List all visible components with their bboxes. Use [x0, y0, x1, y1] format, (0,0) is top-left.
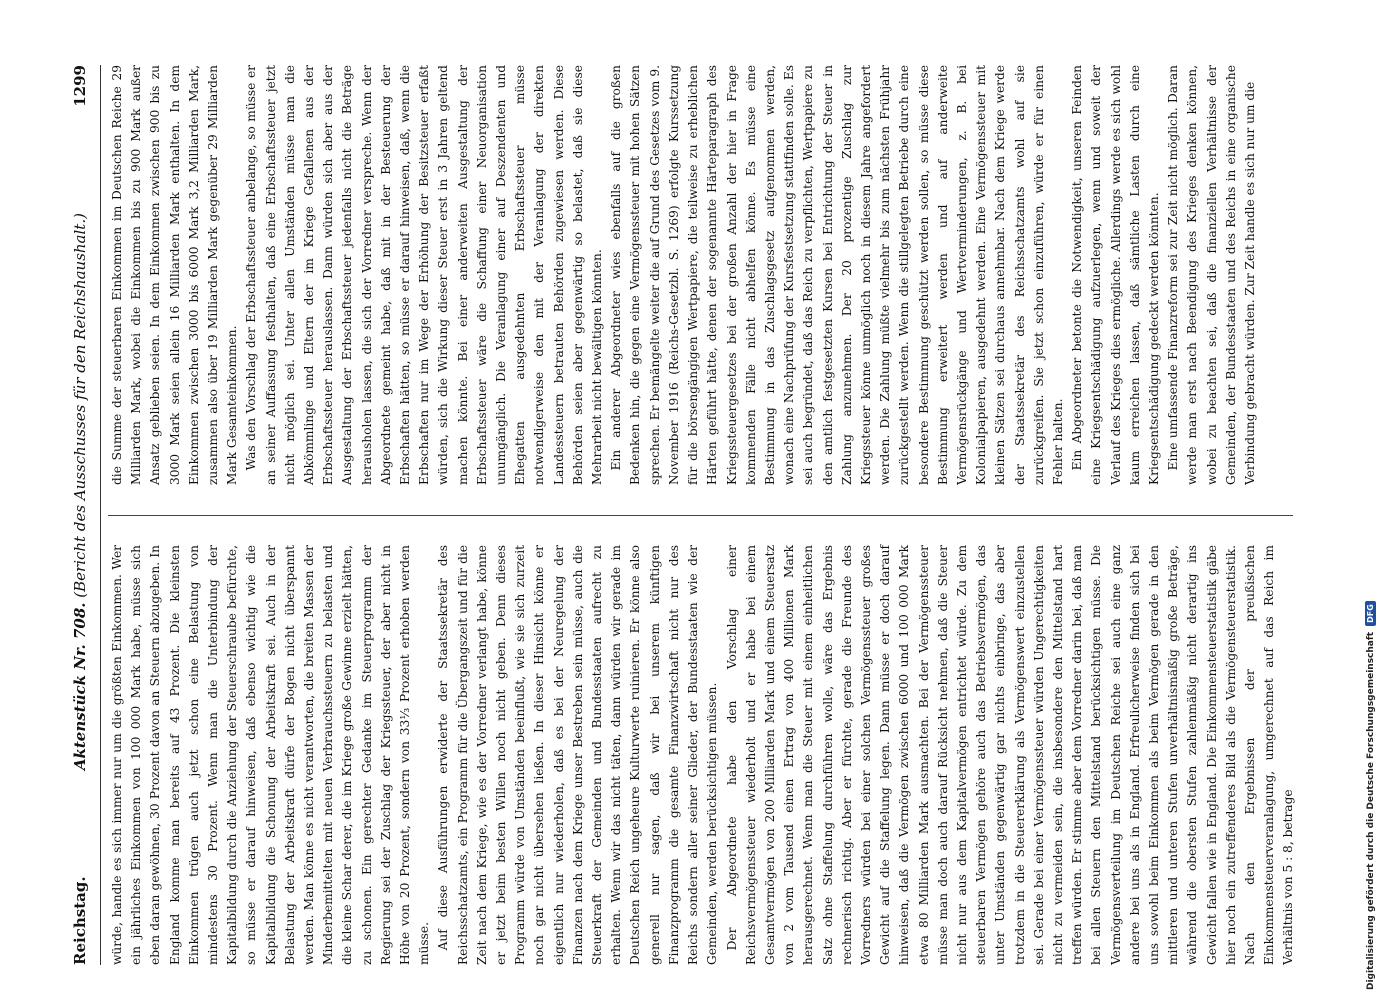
credit-text: Digitalisierung gefördert durch die Deutsche Forschungsgemeinschaft: [1365, 631, 1376, 990]
dfg-logo: DFG: [1365, 601, 1376, 626]
left-column: [108, 545, 1296, 965]
header-document-number: Aktenstück Nr. 708.: [71, 602, 89, 771]
digitization-credit: [1365, 0, 1376, 990]
header-left: Reichstag.: [71, 876, 89, 965]
paragraph: Ein anderer Abgeordneter wies ebenfalls auf die großen Bedenken hin, die gegen eine Vermögenssteuer mit hohen Sätzen sprechen. Er bemängelte weiter die auf Grund des Gesetzes vom 9. November 1916 (Reichs-Gesetzbl. S. 1269) erfolgte Kurssetzung für die börsengängigen Wertpapiere, die teilweise zu erheblichen Härten geführt hätte, denen der sogenannte Härteparagraph des Kriegssteuergesetzes bei der großen Anzahl der hier in Frage kommenden Fälle nicht abhelfen könne. Es müsse eine Bestimmung in das Zuschlagsgesetz aufgenommen werden, wonach eine Nachprüfung der Kursfestsetzung stattfinden solle. Es sei auch begründet, daß das Reich zu verpflichten, Wertpapiere zu den amtlich festgesetzten Kursen bei Entrichtung der Steuer in Zahlung anzunehmen. Der 20 prozentige Zuschlag zur Kriegssteuer könne unmöglich noch in diesem Jahre angefordert werden. Die Zahlung müßte vielmehr bis zum nächsten Frühjahr zurückgestellt werden. Wenn die stillgelegten Betriebe durch eine besondere Bestimmung geschützt werden sollen, so müsse diese Bestimmung erweitert werden und auf anderweite Vermögensrückgänge und Wertverminderungen, z. B. bei Kolonialpapieren, ausgedehnt werden. Eine Vermögenssteuer mit kleinen Sätzen sei durchaus annehmbar. Nach dem Kriege werde der Staatssekretär des Reichsschatzamts wohl auf sie zurückgreifen. Sie jetzt schon einzuführen, würde er für einen Fehler halten.: [609, 65, 1065, 485]
paragraph: Was den Vorschlag der Erbschaftssteuer anbelange, so müsse er an seiner Auffassung festhalten, daß eine Erbschaftssteuer jetzt nicht möglich sei. Unter allen Umständen müsse man die Abkömmlinge und Eltern der im Kriege Gefallenen aus der Erbschaftssteuer herauslassen. Dann würden sich aber aus der Ausgestaltung der Erbschaftssteuer jedenfalls nicht die Beträge herausholen lassen, die sich der Vorredner verspreche. Wenn der Abgeordnete gemeint habe, daß mit in der Besteuerung der Erbschaften hätten, so müsse er darauf hinweisen, daß, wenn die Erbschaften nur im Wege der Erhöhung der Besitzsteuer erfaßt würden, sich die Wirkung dieser Steuer erst in 3 Jahren geltend machen könnte. Bei einer anderweiten Ausgestaltung der Erbschaftssteuer wäre die Schaffung einer Neuorganisation unumgänglich. Die Veranlagung einer auf Deszendenten und Ehegatten ausgedehnten Erbschaftssteuer müsse notwendigerweise den mit der Veranlagung der direkten Landessteuern betrauten Behörden zugewiesen werden. Diese Behörden seien aber gegenwärtig so belastet, daß sie diese Mehrarbeit nicht bewältigen könnten.: [244, 65, 605, 485]
header-title: (Bericht des Ausschusses für den Reichshaushalt.): [71, 213, 89, 598]
paragraph: würde, handle es sich immer nur um die größten Einkommen. Wer ein jährliches Einkommen von 100 000 Mark habe, müsse sich eben daran gewöhnen, 30 Prozent davon an Steuern abzugeben. In England komme man bereits auf 43 Prozent. Die kleinsten Einkommen trügen auch jetzt schon eine Belastung von mindestens 30 Prozent. Wenn man die Unterbindung der Kapitalbildung durch die Anziehung der Steuerschraube befürchte, so müsse er darauf hinweisen, daß ebenso wichtig wie die Kapitalbildung die Schonung der Arbeitskraft sei. Auch in der Belastung der Arbeitskraft dürfe der Bogen nicht überspannt werden. Man könne es nicht verantworten, die breiten Massen der Minderbemittelten mit neuen Verbrauchssteuern zu belasten und die kleine Schar derer, die im Kriege große Gewinne erzielt hätten, zu schonen. Ein gerechter Gedanke im Steuerprogramm der Regierung sei der Zuschlag der Kriegssteuer, der aber nicht in Höhe von 20 Prozent, sondern von 33⅓ Prozent erhoben werden müsse.: [110, 545, 432, 965]
paragraph: Eine umfassende Finanzreform sei zur Zeit nicht möglich. Daran werde man erst nach Beendigung des Krieges denken können, wobei zu beachten sei, daß die finanziellen Verhältnisse der Gemeinden, der Bundesstaaten und des Reichs in eine organische Verbindung gebracht würden. Zur Zeit handle es sich nur um die: [1166, 65, 1257, 485]
paragraph: Der Abgeordnete habe den Vorschlag einer Reichsvermögenssteuer wiederholt und er habe bei einem Gesamtvermögen von 200 Milliarden Mark und einem Steuersatz von 2 vom Tausend einen Ertrag von 400 Millionen Mark herausgerechnet. Wenn man die Steuer mit einem einheitlichen Satz ohne Staffelung durchführen wolle, wäre das Ergebnis rechnerisch richtig. Aber er fürchte, gerade die Freunde des Vorredners würden bei einer solchen Vermögenssteuer großes Gewicht auf die Staffelung legen. Dann müsse er doch darauf hinweisen, daß die Vermögen zwischen 6000 und 100 000 Mark etwa 80 Milliarden Mark ausmachten. Bei der Vermögenssteuer müsse man doch auch darauf Rücksicht nehmen, daß die Steuer nicht nur aus dem Kapitalvermögen entrichtet würde. Zu dem steuerbaren Vermögen gehöre auch das Betriebsvermögen, das unter Umständen gegenwärtig gar nichts einbringe, das aber trotzdem in die Steuererklärung als Vermögenswert einzustellen sei. Gerade bei einer Vermögenssteuer würden Ungerechtigkeiten nicht zu vermeiden sein, die insbesondere den Mittelstand hart treffen würden. Er stimme aber dem Vorredner darin bei, daß man bei allen Steuern den Mittelstand berücksichtigen müsse. Die Vermögensverteilung im Deutschen Reiche sei auch eine ganz andere bei uns als in England. Erfreulicherweise finden sich bei uns sowohl beim Einkommen als beim Vermögen gerade in den mittleren und unteren Stufen unverhältnismäßig große Beträge, während die obersten Stufen zahlenmäßig nicht derartig ins Gewicht fallen wie in England. Die Einkommensteuerstatistik gäbe hier noch ein zutreffenderes Bild als die Vermögensteuerstatistik. Nach den Ergebnissen der preußischen Einkommensteuerveranlagung, umgerechnet auf das Reich im Verhältnis von 5 : 8, betrage: [724, 545, 1296, 965]
page-number: 1299: [71, 65, 89, 107]
right-column: [108, 65, 1293, 485]
header-center: [71, 213, 89, 770]
column-divider: [108, 515, 1293, 516]
text-columns: [108, 65, 1298, 965]
rotated-page: [60, 65, 1300, 965]
paragraph: Ein Abgeordneter betonte die Notwendigkeit, unseren Feinden eine Kriegsentschädigung aufzuerlegen, wenn und soweit der Verlauf des Krieges dies ermögliche. Allerdings werde es sich wohl kaum erreichen lassen, daß sämtliche Lasten durch eine Kriegsentschädigung gedeckt werden könnten.: [1070, 65, 1161, 485]
page-header: [60, 65, 101, 965]
paragraph: die Summe der steuerbaren Einkommen im Deutschen Reiche 29 Milliarden Mark, wobei die Einkommen bis zu 900 Mark außer Ansatz geblieben seien. In dem Einkommen zwischen 900 bis zu 3000 Mark seien allein 16 Milliarden Mark enthalten. In dem Einkommen zwischen 3000 bis 6000 Mark 3,2 Milliarden Mark, zusammen also über 19 Milliarden Mark gegenüber 29 Milliarden Mark Gesamteinkommen.: [110, 65, 240, 485]
paragraph: Auf diese Ausführungen erwiderte der Staatssekretär des Reichsschatzamts, ein Programm für die Übergangszeit und für die Zeit nach dem Kriege, wie es der Vorredner verlangt habe, könne er jetzt beim besten Willen noch nicht geben. Denn dieses Programm würde von Umständen beeinflußt, wie sie sich zurzeit noch gar nicht übersehen ließen. In dieser Hinsicht könne er eigentlich nur wiederholen, daß es bei der Neuregelung der Finanzen nach dem Kriege unser Bestreben sein müsse, auch die Steuerkraft der Gemeinden und Bundesstaaten aufrecht zu erhalten. Wenn wir das nicht täten, dann würden wir gerade im Deutschen Reich ungeheure Kulturwerte ruinieren. Er könne also generell nur sagen, daß wir bei unserem künftigen Finanzprogramm die gesamte Finanzwirtschaft nicht nur des Reichs sondern aller seiner Glieder, der Bundesstaaten wie der Gemeinden, werden berücksichtigen müssen.: [436, 545, 720, 965]
